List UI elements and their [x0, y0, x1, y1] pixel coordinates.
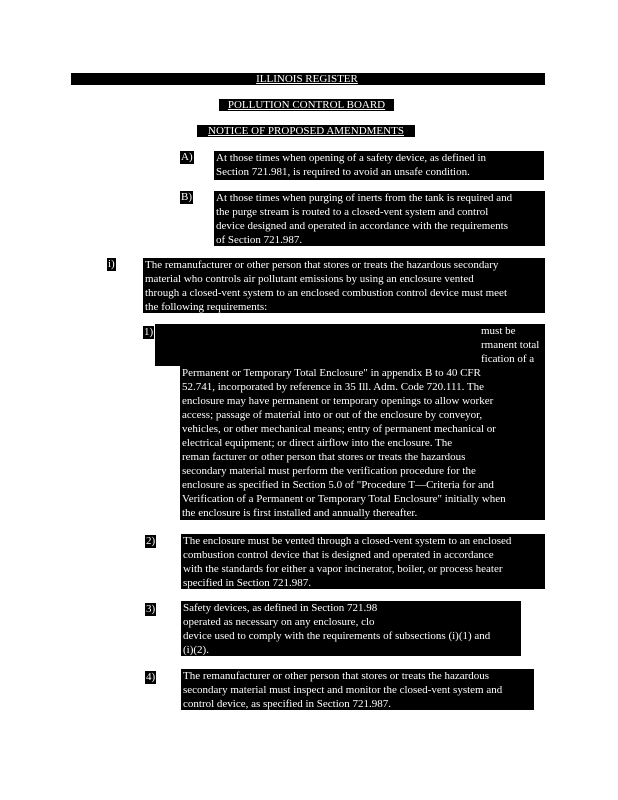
text-line: specified in Section 721.987.	[183, 577, 312, 589]
text-line: reman facturer or other person that stores or treats the hazardous	[182, 451, 466, 463]
board-title: POLLUTION CONTROL BOARD	[219, 99, 394, 111]
text-line: control device, as specified in Section 721.987.	[183, 698, 392, 710]
register-title: ILLINOIS REGISTER	[252, 73, 362, 85]
item-4-marker: 4)	[146, 671, 156, 683]
text-line: secondary material must inspect and monitor the closed-vent system and	[183, 684, 503, 696]
text-line: device designed and operated in accordance with the requirements	[216, 220, 508, 232]
item-b-text	[214, 191, 545, 246]
text-line: enclosure may have permanent or temporary openings to allow worker	[182, 395, 494, 407]
text-line: Section 721.981, is required to avoid an unsafe condition.	[216, 166, 470, 178]
item-3-marker: 3)	[146, 603, 156, 615]
text-line: vehicles, or other mechanical means; entry of permanent mechanical or	[182, 423, 496, 435]
text-line: Verification of a Permanent or Temporary Total Enclosure" initially when	[182, 493, 506, 505]
item-1-fragment	[481, 324, 545, 366]
item-3-text	[181, 601, 521, 656]
text-line: The remanufacturer or other person that stores or treats the hazardous secondary	[145, 259, 499, 271]
text-line: the purge stream is routed to a closed-vent system and control	[216, 206, 489, 218]
text-line: fication of a	[481, 353, 535, 365]
text-line: secondary material must perform the verification procedure for the	[182, 465, 476, 477]
text-line: material who controls air pollutant emissions by using an enclosure vented	[145, 273, 474, 285]
text-line: Safety devices, as defined in Section 721.98	[183, 602, 378, 614]
text-line: At those times when purging of inerts from the tank is required and	[216, 192, 513, 204]
text-line: the enclosure is first installed and annually thereafter.	[182, 507, 418, 519]
text-line: the following requirements:	[145, 301, 268, 313]
text-line: enclosure as specified in Section 5.0 of "Procedure T—Criteria for and	[182, 479, 494, 491]
item-1-marker: 1)	[144, 326, 154, 338]
text-line: 52.741, incorporated by reference in 35 Ill. Adm. Code 720.111. The	[182, 381, 485, 393]
text-line: of Section 721.987.	[216, 234, 303, 246]
text-line: device used to comply with the requirements of subsections (i)(1) and	[183, 630, 491, 642]
text-line: The remanufacturer or other person that stores or treats the hazardous	[183, 670, 490, 682]
text-line: Permanent or Temporary Total Enclosure" in appendix B to 40 CFR	[182, 367, 481, 379]
item-1-text	[180, 366, 545, 520]
item-4-text	[181, 669, 534, 710]
item-2-marker: 2)	[146, 535, 156, 547]
item-2-text	[181, 534, 545, 589]
text-line: rmanent total	[481, 339, 540, 351]
text-line: (i)(2).	[183, 644, 209, 656]
item-a-text	[214, 151, 544, 180]
text-line: electrical equipment; or direct airflow into the enclosure. The	[182, 437, 453, 449]
text-line: through a closed-vent system to an enclosed combustion control device must meet	[145, 287, 507, 299]
text-line: with the standards for either a vapor incinerator, boiler, or process heater	[183, 563, 503, 575]
text-line: At those times when opening of a safety device, as defined in	[216, 152, 487, 164]
text-line: access; passage of material into or out of the enclosure by conveyor,	[182, 409, 483, 421]
item-i-text	[143, 258, 545, 313]
text-line: must be	[481, 325, 516, 337]
item-b-marker: B)	[181, 191, 192, 203]
text-line: operated as necessary on any enclosure, clo	[183, 616, 375, 628]
notice-title: NOTICE OF PROPOSED AMENDMENTS	[197, 125, 415, 137]
text-line: The enclosure must be vented through a closed-vent system to an enclosed	[183, 535, 512, 547]
text-line: combustion control device that is designed and operated in accordance	[183, 549, 494, 561]
item-a-marker: A)	[181, 151, 193, 163]
item-i-marker: i)	[108, 258, 115, 270]
